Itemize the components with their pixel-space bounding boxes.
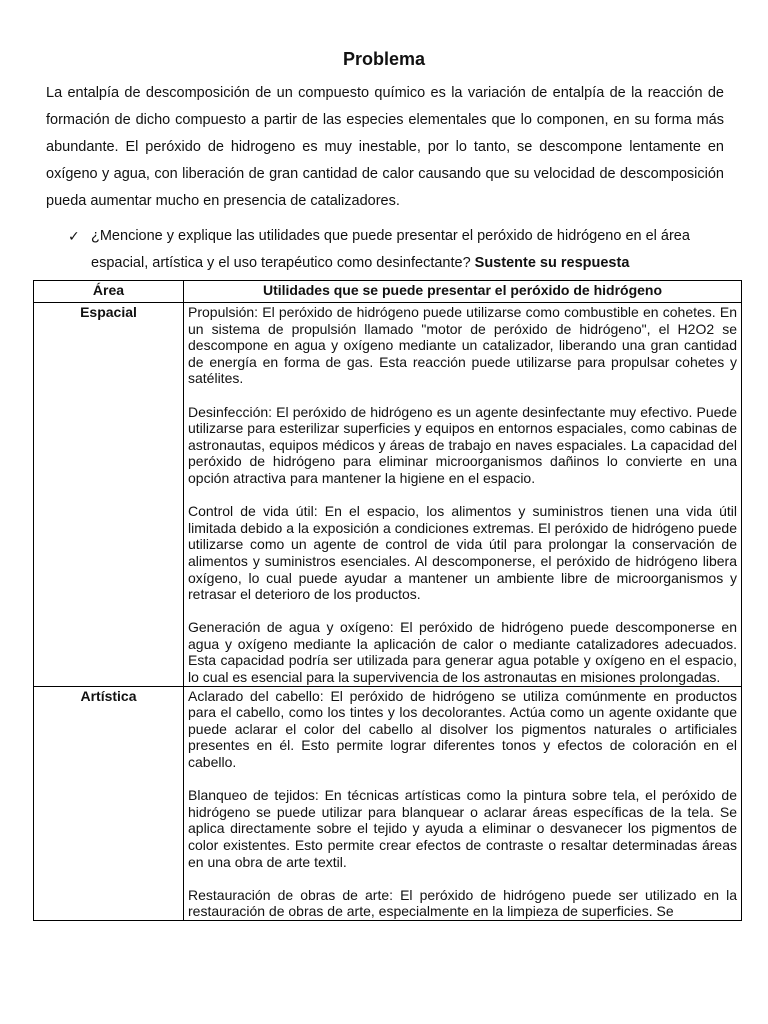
paragraph-aclarado-cabello: Aclarado del cabello: El peróxido de hidrógeno se utiliza comúnmente en productos para el cabello, como los tintes y los decolorantes. Actúa como un agente oxidante que puede aclarar el color del cabello al disolver los pigmentos naturales o artificiales presentes en él. Esto permite lograr diferentes tonos y efectos de coloración en el cabello.: [188, 687, 737, 771]
utilities-cell-espacial: [184, 303, 742, 687]
table-row: [34, 303, 742, 687]
question-text: [70, 223, 724, 277]
paragraph-control-vida-util: Control de vida útil: En el espacio, los alimentos y suministros tienen una vida útil limitada debido a la exposición a condiciones extremas. El peróxido de hidrógeno puede utilizarse como un agente de control de vida útil para prolongar la conservación de alimentos y suministros esenciales. Al descomponerse, el peróxido de hidrógeno libera oxígeno, lo cual puede ayudar a mantener un ambiente libre de microorganismos y retrasar el deterioro de los productos.: [188, 503, 737, 603]
area-cell-artistica: Artística: [34, 686, 184, 920]
paragraph-desinfeccion: Desinfección: El peróxido de hidrógeno es un agente desinfectante muy efectivo. Puede utilizarse para esterilizar superficies y equipos en entornos espaciales, como cabinas de astronautas, equipos médicos y áreas de trabajo en naves espaciales. La capacidad del peróxido de hidrógeno para eliminar microorganismos dañinos lo convierte en una opción atractiva para mantener la higiene en el espacio.: [188, 403, 737, 486]
page-title: Problema: [342, 49, 426, 69]
paragraph-generacion-agua-oxigeno: Generación de agua y oxígeno: El peróxido de hidrógeno puede descomponerse en agua y oxígeno mediante la aplicación de calor o mediante catalizadores adecuados. Esta capacidad podría ser utilizada para generar agua potable y oxígeno en el espacio, lo cual es esencial para la supervivencia de los astronautas en misiones prolongadas.: [188, 619, 737, 686]
question-body: ¿Mencione y explique las utilidades que puede presentar el peróxido de hidrógeno en el área espacial, artística y el uso terapéutico como desinfectante?: [91, 228, 690, 271]
question-emphasis: Sustente su respuesta: [474, 255, 630, 271]
paragraph-restauracion-obras: Restauración de obras de arte: El peróxido de hidrógeno puede ser utilizado en la restauración de obras de arte, especialmente en la limpieza de superficies. Se: [188, 886, 737, 920]
checkmark-icon: ✓: [68, 228, 80, 244]
paragraph-propulsion: Propulsión: El peróxido de hidrógeno puede utilizarse como combustible en cohetes. En un sistema de propulsión llamado "motor de peróxido de hidrógeno", el H2O2 se descompone en agua y oxígeno mediante un catalizador, liberando una gran cantidad de energía en forma de gas. Esta reacción puede utilizarse para propulsar cohetes y satélites.: [188, 304, 737, 387]
area-cell-espacial: Espacial: [34, 303, 184, 687]
utilities-table: [33, 280, 742, 921]
table-row: [34, 686, 742, 920]
header-utilities: Utilidades que se puede presentar el peróxido de hidrógeno: [184, 281, 742, 303]
header-area: Área: [34, 281, 184, 303]
table-header-row: [34, 281, 742, 303]
paragraph-blanqueo-tejidos: Blanqueo de tejidos: En técnicas artísticas como la pintura sobre tela, el peróxido de hidrógeno se puede utilizar para blanquear o aclarar áreas específicas de la tela. Se aplica directamente sobre el tejido y ayuda a eliminar o desvanecer los pigmentos de color existentes. Esto permite crear efectos de contraste o resaltar determinadas áreas en una obra de arte textil.: [188, 787, 737, 870]
intro-paragraph: La entalpía de descomposición de un compuesto químico es la variación de entalpía de la reacción de formación de dicho compuesto a partir de las especies elementales que lo componen, en su forma más abundante. El peróxido de hidrogeno es muy inestable, por lo tanto, se descompone lentamente en oxígeno y agua, con liberación de gran cantidad de calor causando que su velocidad de descomposición pueda aumentar mucho en presencia de catalizadores.: [46, 85, 724, 209]
utilities-cell-artistica: [184, 686, 742, 920]
question-item: [70, 223, 724, 277]
